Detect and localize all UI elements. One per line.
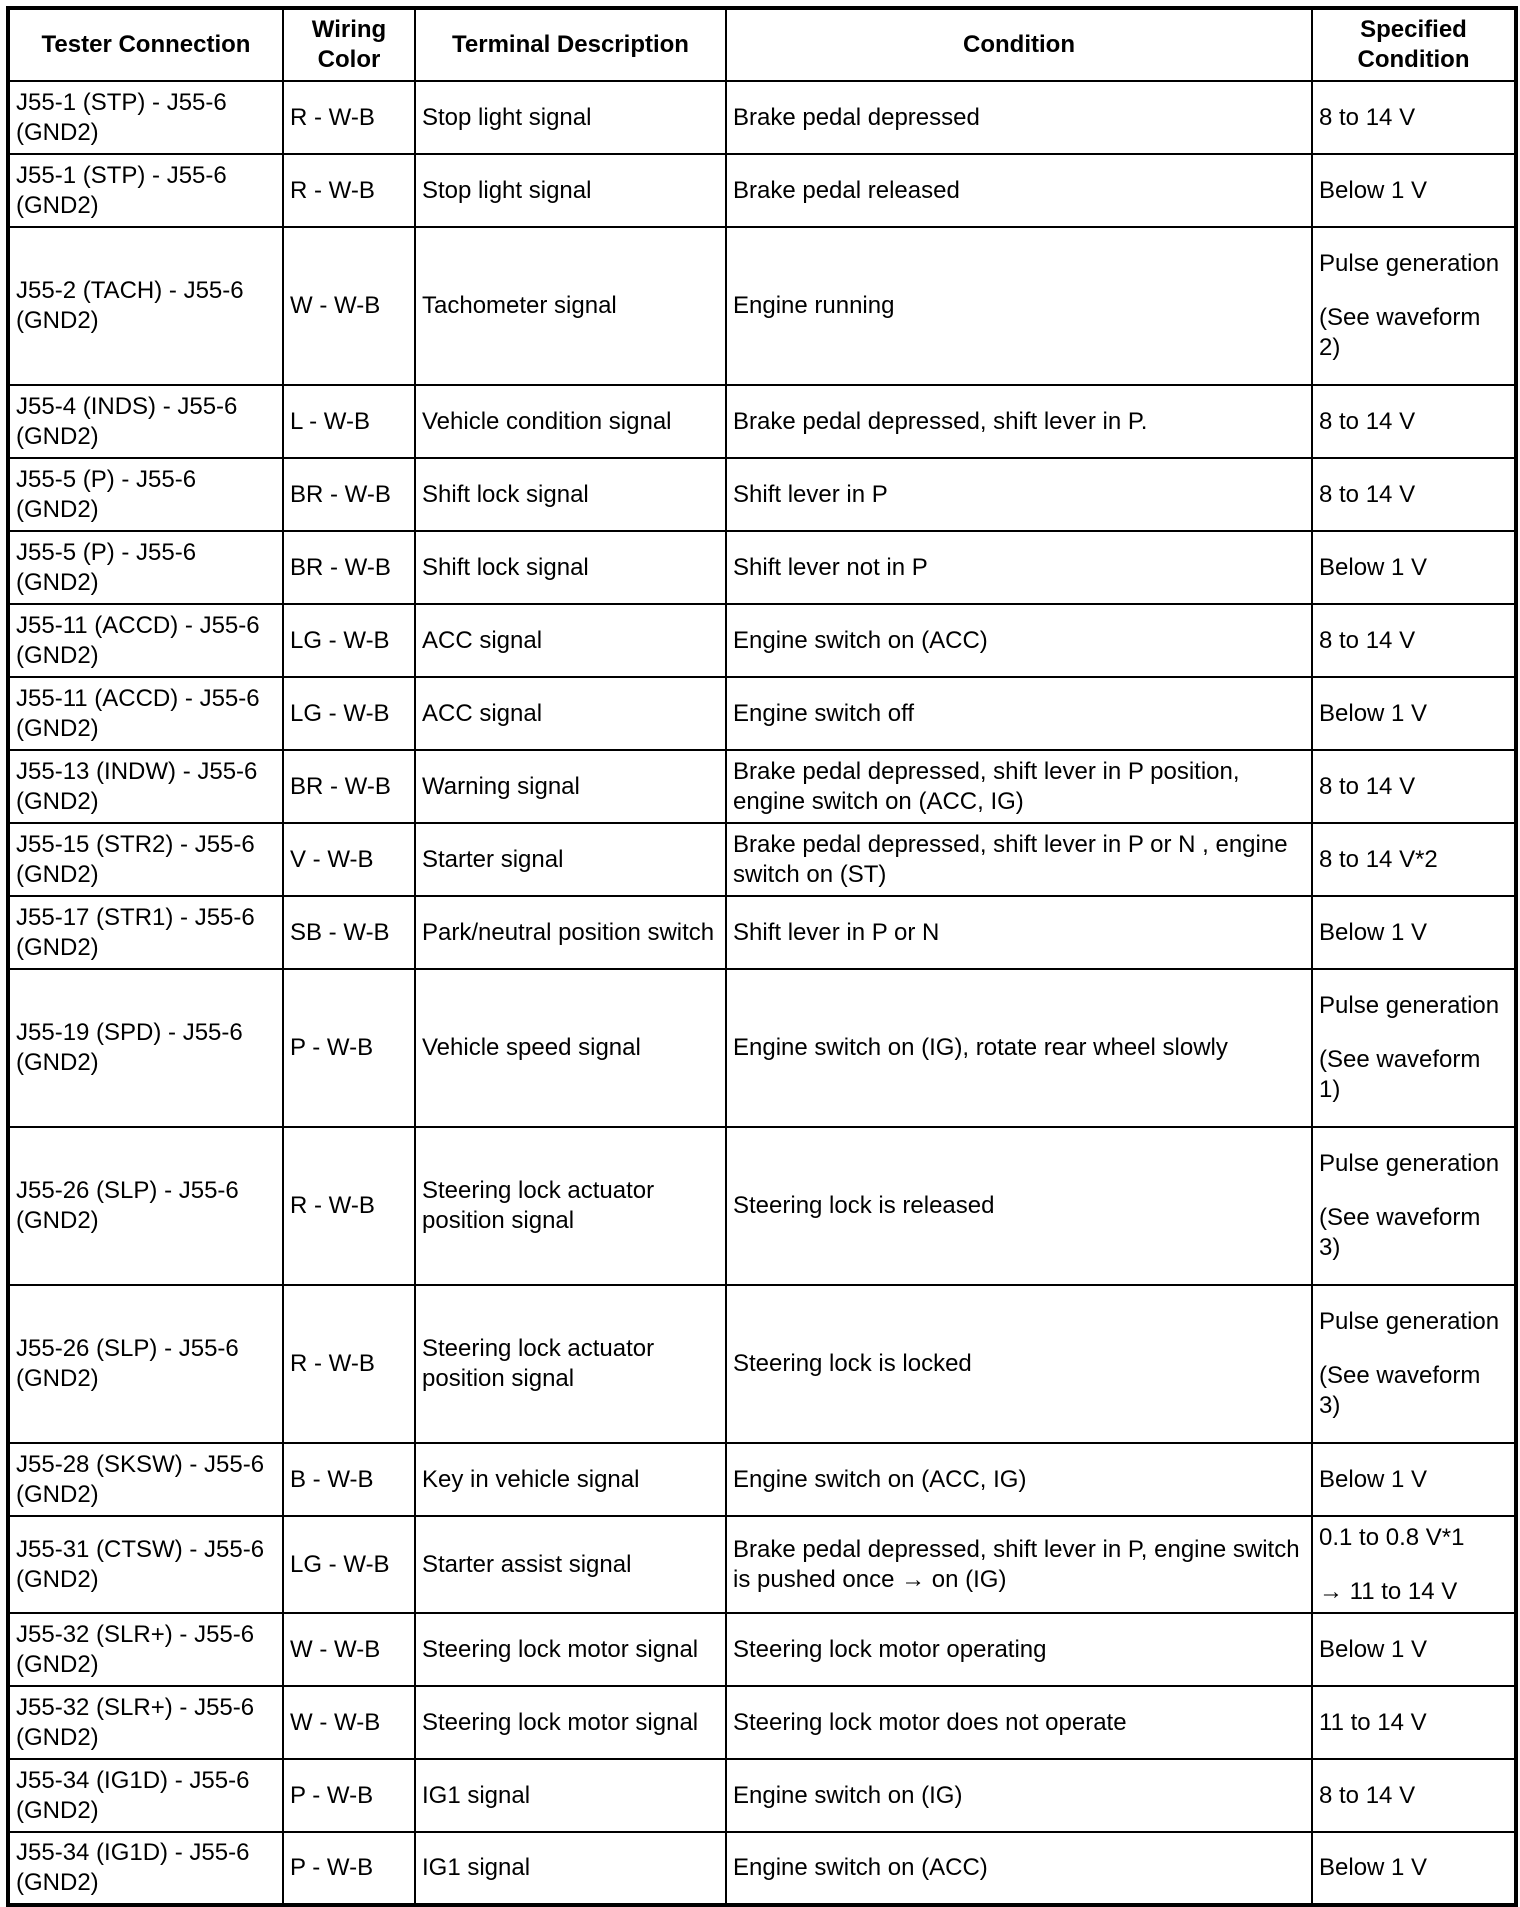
cell-tester-connection: J55-34 (IG1D) - J55-6 (GND2) [8,1832,283,1905]
cell-specified-condition [1312,1516,1516,1613]
cell-tester-connection: J55-1 (STP) - J55-6 (GND2) [8,81,283,154]
specified-line: Below 1 V [1319,176,1428,204]
cell-tester-connection: J55-2 (TACH) - J55-6 (GND2) [8,227,283,385]
cell-tester-connection: J55-34 (IG1D) - J55-6 (GND2) [8,1759,283,1832]
table-row [8,1443,1516,1516]
cell-tester-connection: J55-4 (INDS) - J55-6 (GND2) [8,385,283,458]
cell-tester-connection: J55-17 (STR1) - J55-6 (GND2) [8,896,283,969]
cell-terminal-description: Warning signal [415,750,726,823]
cell-terminal-description: Starter signal [415,823,726,896]
specified-line: Below 1 V [1319,553,1428,581]
table-row [8,458,1516,531]
cell-terminal-description: Stop light signal [415,154,726,227]
cell-specified-condition [1312,750,1516,823]
table-row [8,969,1516,1127]
cell-specified-condition [1312,1759,1516,1832]
specified-line: 8 to 14 V [1319,772,1416,800]
cell-specified-condition [1312,823,1516,896]
cell-terminal-description: Vehicle speed signal [415,969,726,1127]
cell-wiring-color: LG - W-B [283,677,415,750]
cell-wiring-color: R - W-B [283,1127,415,1285]
cell-wiring-color: LG - W-B [283,1516,415,1613]
specified-line: Below 1 V [1319,1854,1428,1881]
cell-terminal-description: Shift lock signal [415,531,726,604]
cell-specified-condition [1312,1686,1516,1759]
cell-specified-condition [1312,1127,1516,1285]
table-row [8,677,1516,750]
cell-specified-condition [1312,385,1516,458]
cell-wiring-color: V - W-B [283,823,415,896]
cell-wiring-color: P - W-B [283,1832,415,1905]
table-row [8,1686,1516,1759]
specified-line: 8 to 14 V [1319,407,1416,435]
cell-condition: Shift lever not in P [726,531,1312,604]
cell-condition: Engine switch on (IG) [726,1759,1312,1832]
cell-condition: Engine running [726,227,1312,385]
terminal-spec-document [6,6,1514,1907]
cell-condition: Engine switch on (IG), rotate rear wheel slowly [726,969,1312,1127]
table-header-row [8,8,1516,81]
specified-line: (See waveform 3) [1319,1204,1481,1261]
cell-tester-connection: J55-26 (SLP) - J55-6 (GND2) [8,1127,283,1285]
table-row [8,823,1516,896]
table-row [8,1759,1516,1832]
specified-line: 0.1 to 0.8 V*1 [1319,1523,1465,1551]
cell-condition: Steering lock is locked [726,1285,1312,1443]
specified-line: Pulse generation [1319,1308,1500,1335]
cell-terminal-description: Park/neutral position switch [415,896,726,969]
table-row [8,1127,1516,1285]
cell-wiring-color: L - W-B [283,385,415,458]
header-terminal-description: Terminal Description [415,8,726,81]
specified-line: (See waveform 2) [1319,304,1481,361]
cell-terminal-description: Shift lock signal [415,458,726,531]
cell-tester-connection: J55-5 (P) - J55-6 (GND2) [8,458,283,531]
cell-condition: Steering lock motor does not operate [726,1686,1312,1759]
cell-wiring-color: SB - W-B [283,896,415,969]
cell-specified-condition [1312,154,1516,227]
cell-condition: Engine switch on (ACC, IG) [726,1443,1312,1516]
cell-specified-condition [1312,677,1516,750]
cell-terminal-description: IG1 signal [415,1759,726,1832]
cell-tester-connection: J55-11 (ACCD) - J55-6 (GND2) [8,604,283,677]
cell-wiring-color: P - W-B [283,1759,415,1832]
cell-condition: Brake pedal depressed, shift lever in P position, engine switch on (ACC, IG) [726,750,1312,823]
cell-specified-condition [1312,458,1516,531]
specified-line: 8 to 14 V [1319,103,1416,131]
cell-specified-condition [1312,1443,1516,1516]
cell-condition: Brake pedal depressed, shift lever in P or N , engine switch on (ST) [726,823,1312,896]
cell-terminal-description: Steering lock motor signal [415,1686,726,1759]
cell-terminal-description: Stop light signal [415,81,726,154]
table-row [8,1516,1516,1613]
cell-condition: Engine switch on (ACC) [726,604,1312,677]
specified-line: → 11 to 14 V [1319,1577,1458,1605]
cell-wiring-color: BR - W-B [283,531,415,604]
cell-condition: Brake pedal depressed, shift lever in P. [726,385,1312,458]
cell-terminal-description: ACC signal [415,604,726,677]
specified-line: 8 to 14 V [1319,1781,1416,1809]
cell-condition: Brake pedal depressed [726,81,1312,154]
cell-condition: Shift lever in P or N [726,896,1312,969]
specified-line: Pulse generation [1319,992,1500,1019]
cell-terminal-description: ACC signal [415,677,726,750]
cell-wiring-color: LG - W-B [283,604,415,677]
cell-wiring-color: W - W-B [283,1613,415,1686]
cell-wiring-color: B - W-B [283,1443,415,1516]
table-row [8,604,1516,677]
table-row [8,531,1516,604]
specified-line: Below 1 V [1319,1465,1428,1493]
cell-condition: Shift lever in P [726,458,1312,531]
cell-wiring-color: R - W-B [283,81,415,154]
cell-condition: Brake pedal released [726,154,1312,227]
header-specified-condition: Specified Condition [1312,8,1516,81]
cell-tester-connection: J55-19 (SPD) - J55-6 (GND2) [8,969,283,1127]
cell-tester-connection: J55-32 (SLR+) - J55-6 (GND2) [8,1686,283,1759]
cell-tester-connection: J55-1 (STP) - J55-6 (GND2) [8,154,283,227]
cell-specified-condition [1312,81,1516,154]
cell-specified-condition [1312,1832,1516,1905]
specified-line: 11 to 14 V [1319,1708,1427,1736]
specified-line: (See waveform 3) [1319,1362,1481,1419]
specified-line: Pulse generation [1319,1150,1500,1177]
specified-line: Pulse generation [1319,250,1500,277]
cell-specified-condition [1312,1285,1516,1443]
cell-wiring-color: R - W-B [283,1285,415,1443]
cell-tester-connection: J55-15 (STR2) - J55-6 (GND2) [8,823,283,896]
table-row [8,1285,1516,1443]
specified-line: Below 1 V [1319,699,1428,727]
cell-wiring-color: R - W-B [283,154,415,227]
cell-terminal-description: Steering lock actuator position signal [415,1285,726,1443]
terminal-spec-table [6,6,1518,1907]
cell-condition: Steering lock motor operating [726,1613,1312,1686]
cell-specified-condition [1312,531,1516,604]
table-row [8,81,1516,154]
specified-line: Below 1 V [1319,1635,1428,1663]
cell-terminal-description: Steering lock actuator position signal [415,1127,726,1285]
header-wiring-color: Wiring Color [283,8,415,81]
cell-tester-connection: J55-26 (SLP) - J55-6 (GND2) [8,1285,283,1443]
cell-wiring-color: W - W-B [283,1686,415,1759]
table-row [8,227,1516,385]
cell-tester-connection: J55-5 (P) - J55-6 (GND2) [8,531,283,604]
cell-condition: Engine switch off [726,677,1312,750]
cell-tester-connection: J55-13 (INDW) - J55-6 (GND2) [8,750,283,823]
cell-specified-condition [1312,604,1516,677]
specified-line: (See waveform 1) [1319,1046,1481,1103]
table-row [8,385,1516,458]
cell-specified-condition [1312,896,1516,969]
cell-wiring-color: P - W-B [283,969,415,1127]
cell-condition: Brake pedal depressed, shift lever in P, engine switch is pushed once → on (IG) [726,1516,1312,1613]
table-row [8,1613,1516,1686]
specified-line: Below 1 V [1319,918,1428,946]
header-condition: Condition [726,8,1312,81]
cell-terminal-description: Starter assist signal [415,1516,726,1613]
table-row [8,154,1516,227]
cell-terminal-description: Steering lock motor signal [415,1613,726,1686]
cell-tester-connection: J55-31 (CTSW) - J55-6 (GND2) [8,1516,283,1613]
cell-terminal-description: Vehicle condition signal [415,385,726,458]
cell-tester-connection: J55-11 (ACCD) - J55-6 (GND2) [8,677,283,750]
cell-condition: Steering lock is released [726,1127,1312,1285]
cell-wiring-color: BR - W-B [283,458,415,531]
cell-condition: Engine switch on (ACC) [726,1832,1312,1905]
specified-line: 8 to 14 V [1319,626,1416,654]
specified-line: 8 to 14 V [1319,480,1416,508]
cell-wiring-color: W - W-B [283,227,415,385]
cell-specified-condition [1312,969,1516,1127]
table-row [8,750,1516,823]
cell-terminal-description: IG1 signal [415,1832,726,1905]
cell-tester-connection: J55-32 (SLR+) - J55-6 (GND2) [8,1613,283,1686]
specified-line: 8 to 14 V*2 [1319,845,1438,873]
table-row [8,896,1516,969]
cell-terminal-description: Tachometer signal [415,227,726,385]
cell-terminal-description: Key in vehicle signal [415,1443,726,1516]
cell-tester-connection: J55-28 (SKSW) - J55-6 (GND2) [8,1443,283,1516]
cell-specified-condition [1312,1613,1516,1686]
header-tester-connection: Tester Connection [8,8,283,81]
cell-specified-condition [1312,227,1516,385]
table-row [8,1832,1516,1905]
cell-wiring-color: BR - W-B [283,750,415,823]
